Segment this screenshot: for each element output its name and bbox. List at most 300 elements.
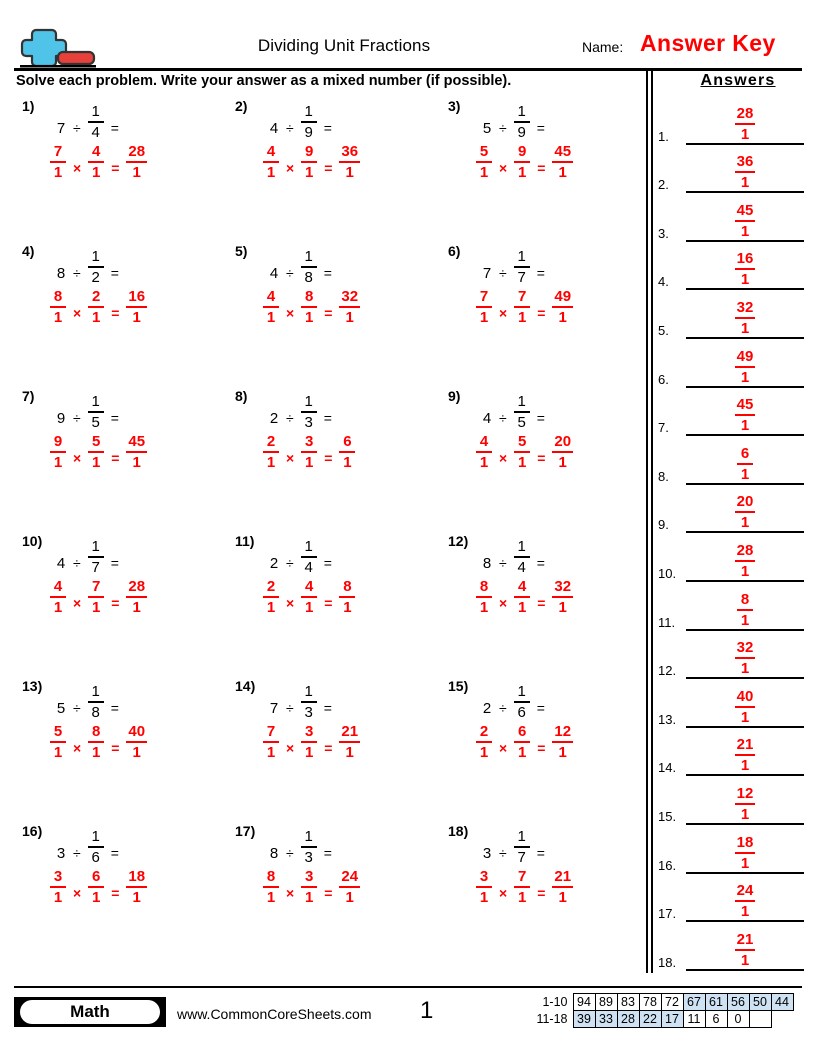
answer-value [686,300,804,336]
problem-expression [269,539,332,575]
equals-operator: = [323,265,332,281]
answer-value [686,543,804,579]
divide-operator: ÷ [73,410,81,426]
fraction [735,251,756,287]
fraction-denominator: 1 [345,309,354,326]
fraction-numerator: 49 [736,347,754,365]
dividend-whole-number: 7 [482,264,492,282]
fraction-denominator: 1 [740,854,750,872]
answer-number-label: 7. [658,420,669,436]
fraction [126,434,147,470]
fraction-denominator: 1 [740,368,750,386]
worked-solution [50,144,147,180]
fraction-numerator: 4 [266,288,276,305]
fraction-numerator: 28 [128,578,146,595]
fraction [263,144,279,180]
score-cell: 78 [639,994,661,1011]
equals-operator: = [536,700,545,716]
problem-12 [440,531,645,631]
answer-blank-line[interactable] [686,969,804,971]
score-cell: 17 [661,1011,683,1028]
fraction-numerator: 21 [341,723,359,740]
problem-expression [56,684,119,720]
fraction-denominator: 1 [740,319,750,337]
problem-expression [269,684,332,720]
fraction-numerator: 3 [305,723,314,740]
problem-expression [482,104,545,140]
dividend-whole-number: 5 [56,699,66,717]
worked-solution [476,289,573,325]
score-cell: 0 [727,1011,749,1028]
fraction-numerator: 16 [128,288,146,305]
fraction-numerator: 7 [53,143,63,160]
fraction-numerator: 7 [266,723,276,740]
fraction-numerator: 1 [304,683,313,700]
worked-solution [476,869,573,905]
problem-number: 13) [22,678,43,694]
fraction-denominator: 1 [518,454,527,471]
fraction [263,724,279,760]
problem-expression [482,829,545,865]
problem-number: 5) [235,243,248,259]
answer-value [686,106,804,142]
fraction-denominator: 1 [740,125,750,143]
worked-solution [476,579,573,615]
problem-row [14,676,639,821]
multiply-operator: × [73,450,82,466]
fraction-numerator: 5 [92,433,101,450]
answer-number-label: 18. [658,954,677,970]
answer-number-label: 13. [658,711,677,727]
fraction-numerator: 28 [736,541,754,559]
multiply-operator: × [286,740,295,756]
problem-number: 10) [22,533,43,549]
fraction-numerator: 6 [343,433,352,450]
problem-number: 16) [22,823,43,839]
fraction-numerator: 2 [266,433,276,450]
problem-5 [227,241,432,341]
score-cell: 67 [683,994,705,1011]
fraction [514,829,530,865]
fraction [735,786,756,822]
divide-operator: ÷ [73,845,81,861]
answer-value [686,737,804,773]
score-range-label: 11-18 [536,1012,568,1026]
equals-operator: = [537,885,546,901]
problem-number: 11) [235,533,255,549]
divide-operator: ÷ [286,120,294,136]
problem-6 [440,241,645,341]
fraction-numerator: 1 [91,248,100,265]
fraction [735,932,756,968]
fraction [735,689,756,725]
fraction-denominator: 1 [479,454,489,471]
equals-operator: = [110,700,119,716]
problem-expression [482,684,545,720]
score-cell: 50 [749,994,771,1011]
dividend-whole-number: 8 [269,844,279,862]
problem-expression [56,539,119,575]
answer-row-14 [658,728,806,777]
fraction-numerator: 20 [554,433,572,450]
fraction-numerator: 1 [517,103,526,120]
divide-operator: ÷ [499,410,507,426]
fraction-numerator: 24 [736,882,754,900]
fraction-denominator: 3 [304,414,313,431]
header-divider-rule [14,68,802,71]
fraction-numerator: 45 [554,143,572,160]
answer-key-badge: Answer Key [640,30,776,56]
problem-number: 12) [448,533,469,549]
answer-value [686,640,804,676]
fraction [476,289,492,325]
multiply-operator: × [499,595,508,611]
divide-operator: ÷ [286,700,294,716]
fraction-numerator: 8 [266,868,276,885]
problem-expression [56,394,119,430]
answer-number-label: 15. [658,808,677,824]
fraction-numerator: 18 [736,833,754,851]
problem-row [14,386,639,531]
score-table [533,993,794,1028]
problem-11 [227,531,432,631]
fraction-numerator: 1 [517,248,526,265]
multiply-operator: × [286,160,295,176]
fraction-numerator: 6 [92,868,101,885]
fraction-numerator: 1 [91,393,100,410]
fraction [476,579,492,615]
multiply-operator: × [499,450,508,466]
fraction-numerator: 1 [304,393,313,410]
fraction-denominator: 1 [740,222,750,240]
fraction-numerator: 5 [479,143,489,160]
worked-solution [50,869,147,905]
multiply-operator: × [286,595,295,611]
fraction-numerator: 32 [736,298,754,316]
fraction-numerator: 12 [736,784,754,802]
multiply-operator: × [73,740,82,756]
problem-number: 6) [448,243,461,259]
answer-value [686,494,804,530]
fraction-denominator: 1 [740,660,750,678]
fraction-numerator: 45 [128,433,146,450]
fraction-denominator: 1 [132,164,141,181]
footer-divider-rule [14,986,802,988]
fraction-numerator: 3 [479,868,489,885]
equals-operator: = [536,845,545,861]
worked-solution [476,434,573,470]
dividend-whole-number: 4 [269,264,279,282]
fraction-denominator: 5 [517,414,526,431]
worked-solution [50,579,147,615]
divide-operator: ÷ [499,700,507,716]
dividend-whole-number: 8 [482,554,492,572]
fraction-denominator: 1 [305,309,314,326]
subject-badge-label: Math [20,1000,160,1024]
problem-number: 4) [22,243,35,259]
multiply-operator: × [499,160,508,176]
fraction [126,724,147,760]
answer-row-13 [658,679,806,728]
fraction-numerator: 9 [53,433,63,450]
divide-operator: ÷ [286,845,294,861]
fraction [514,144,530,180]
answer-number-label: 5. [658,322,669,338]
fraction-denominator: 4 [304,559,313,576]
dividend-whole-number: 2 [269,409,279,427]
fraction-numerator: 1 [91,538,100,555]
fraction-denominator: 1 [479,599,489,616]
answer-number-label: 12. [658,663,677,679]
answer-row-6 [658,339,806,388]
fraction-numerator: 36 [736,153,754,171]
score-cell: 11 [683,1011,705,1028]
problem-3 [440,96,645,196]
divide-operator: ÷ [73,120,81,136]
score-cell: 83 [617,994,639,1011]
equals-operator: = [324,305,333,321]
fraction-denominator: 1 [53,454,63,471]
fraction-denominator: 1 [740,708,750,726]
fraction-denominator: 7 [91,559,100,576]
fraction-denominator: 1 [518,164,527,181]
fraction-denominator: 1 [92,744,101,761]
fraction [514,434,530,470]
fraction-numerator: 18 [128,868,146,885]
fraction-numerator: 1 [304,538,313,555]
fraction [476,724,492,760]
fraction-numerator: 21 [736,930,754,948]
fraction [514,289,530,325]
fraction-denominator: 1 [518,889,527,906]
dividend-whole-number: 8 [56,264,66,282]
equals-operator: = [110,265,119,281]
problem-18 [440,821,645,921]
problem-expression [482,394,545,430]
fraction-numerator: 1 [304,248,313,265]
fraction [737,446,753,482]
answer-row-1 [658,96,806,145]
fraction-denominator: 1 [479,889,489,906]
worked-solution [50,724,147,760]
divide-operator: ÷ [73,265,81,281]
fraction-numerator: 1 [517,538,526,555]
answer-value [686,932,804,968]
equals-operator: = [536,120,545,136]
fraction-numerator: 8 [53,288,63,305]
fraction-numerator: 8 [343,578,352,595]
answer-row-10 [658,533,806,582]
problem-row [14,96,639,241]
vertical-column-divider [646,68,653,973]
fraction [88,434,104,470]
fraction [514,724,530,760]
fraction [552,869,573,905]
score-cell: 61 [705,994,727,1011]
score-cell: 39 [573,1011,595,1028]
dividend-whole-number: 5 [482,119,492,137]
fraction-numerator: 1 [91,828,100,845]
fraction-denominator: 9 [304,124,313,141]
fraction-numerator: 7 [479,288,489,305]
problem-7 [14,386,219,486]
fraction [88,869,104,905]
page-number: 1 [420,997,434,1024]
worked-solution [263,579,355,615]
answer-key-column [658,96,806,971]
worked-solution [263,434,355,470]
fraction-numerator: 4 [518,578,527,595]
fraction-numerator: 21 [736,736,754,754]
fraction-denominator: 1 [343,454,352,471]
fraction-denominator: 1 [343,599,352,616]
problem-10 [14,531,219,631]
dividend-whole-number: 4 [56,554,66,572]
fraction-denominator: 1 [132,744,141,761]
fraction-numerator: 40 [128,723,146,740]
fraction-denominator: 1 [740,805,750,823]
multiply-operator: × [286,305,295,321]
plus-eraser-logo-icon [14,22,102,68]
fraction [514,394,530,430]
fraction-numerator: 2 [92,288,101,305]
fraction [88,684,104,720]
fraction [88,394,104,430]
fraction-denominator: 1 [479,164,489,181]
answer-row-16 [658,825,806,874]
problem-expression [269,394,332,430]
answer-value [686,349,804,385]
problem-grid [14,96,639,966]
worked-solution [263,144,360,180]
fraction [88,829,104,865]
fraction-denominator: 1 [305,454,314,471]
multiply-operator: × [499,305,508,321]
equals-operator: = [536,555,545,571]
fraction-denominator: 1 [740,757,750,775]
fraction-denominator: 1 [558,309,567,326]
answer-number-label: 11. [658,614,676,630]
fraction [476,144,492,180]
fraction-denominator: 1 [132,599,141,616]
fraction-denominator: 1 [558,889,567,906]
divide-operator: ÷ [499,265,507,281]
fraction [88,249,104,285]
fraction [50,434,66,470]
dividend-whole-number: 7 [56,119,66,137]
fraction-numerator: 8 [305,288,314,305]
fraction [514,104,530,140]
answer-number-label: 1. [658,128,669,144]
problem-15 [440,676,645,776]
page-header [14,22,802,68]
score-cell: 44 [771,994,793,1011]
fraction [339,869,360,905]
divide-operator: ÷ [499,120,507,136]
fraction-numerator: 2 [266,578,276,595]
fraction [301,869,317,905]
fraction-numerator: 49 [554,288,572,305]
fraction [735,106,756,142]
problem-number: 18) [448,823,469,839]
fraction-numerator: 1 [517,683,526,700]
multiply-operator: × [286,885,295,901]
score-cell: 72 [661,994,683,1011]
answer-number-label: 2. [658,177,669,193]
score-conversion-table [533,993,794,1028]
fraction [552,724,573,760]
fraction [126,144,147,180]
equals-operator: = [323,700,332,716]
fraction [514,579,530,615]
fraction-denominator: 1 [518,309,527,326]
problem-number: 1) [22,98,35,114]
fraction-denominator: 1 [345,889,354,906]
worked-solution [263,289,360,325]
answer-number-label: 8. [658,468,669,484]
fraction [735,397,756,433]
problem-number: 15) [448,678,469,694]
score-cell-blank [771,1011,793,1028]
score-cell: 33 [595,1011,617,1028]
fraction-numerator: 5 [518,433,527,450]
fraction [126,289,147,325]
fraction-denominator: 1 [92,454,101,471]
answer-row-9 [658,485,806,534]
fraction [735,835,756,871]
fraction-denominator: 1 [305,164,314,181]
score-cell: 89 [595,994,617,1011]
score-range-label: 1-10 [542,995,568,1009]
equals-operator: = [324,885,333,901]
multiply-operator: × [499,740,508,756]
worked-solution [50,289,147,325]
equals-operator: = [537,160,546,176]
answer-row-8 [658,436,806,485]
fraction-denominator: 1 [740,951,750,969]
fraction-numerator: 32 [736,639,754,657]
score-table-row [533,994,793,1011]
fraction [88,104,104,140]
equals-operator: = [111,595,120,611]
fraction-denominator: 1 [345,744,354,761]
fraction-numerator: 2 [479,723,489,740]
answer-value [686,154,804,190]
worked-solution [476,724,573,760]
fraction-numerator: 8 [479,578,489,595]
fraction-denominator: 1 [740,417,750,435]
fraction-denominator: 2 [91,269,100,286]
equals-operator: = [537,305,546,321]
fraction-denominator: 1 [305,744,314,761]
fraction [301,579,317,615]
fraction-denominator: 1 [305,889,314,906]
fraction [301,724,317,760]
fraction-numerator: 4 [479,433,489,450]
fraction-numerator: 1 [304,828,313,845]
fraction-denominator: 1 [92,599,101,616]
fraction [50,144,66,180]
score-cell: 22 [639,1011,661,1028]
problem-number: 2) [235,98,248,114]
fraction [476,434,492,470]
answer-value [686,592,804,628]
answer-number-label: 9. [658,517,669,533]
problem-4 [14,241,219,341]
fraction-denominator: 6 [517,704,526,721]
fraction [50,289,66,325]
worked-solution [476,144,573,180]
